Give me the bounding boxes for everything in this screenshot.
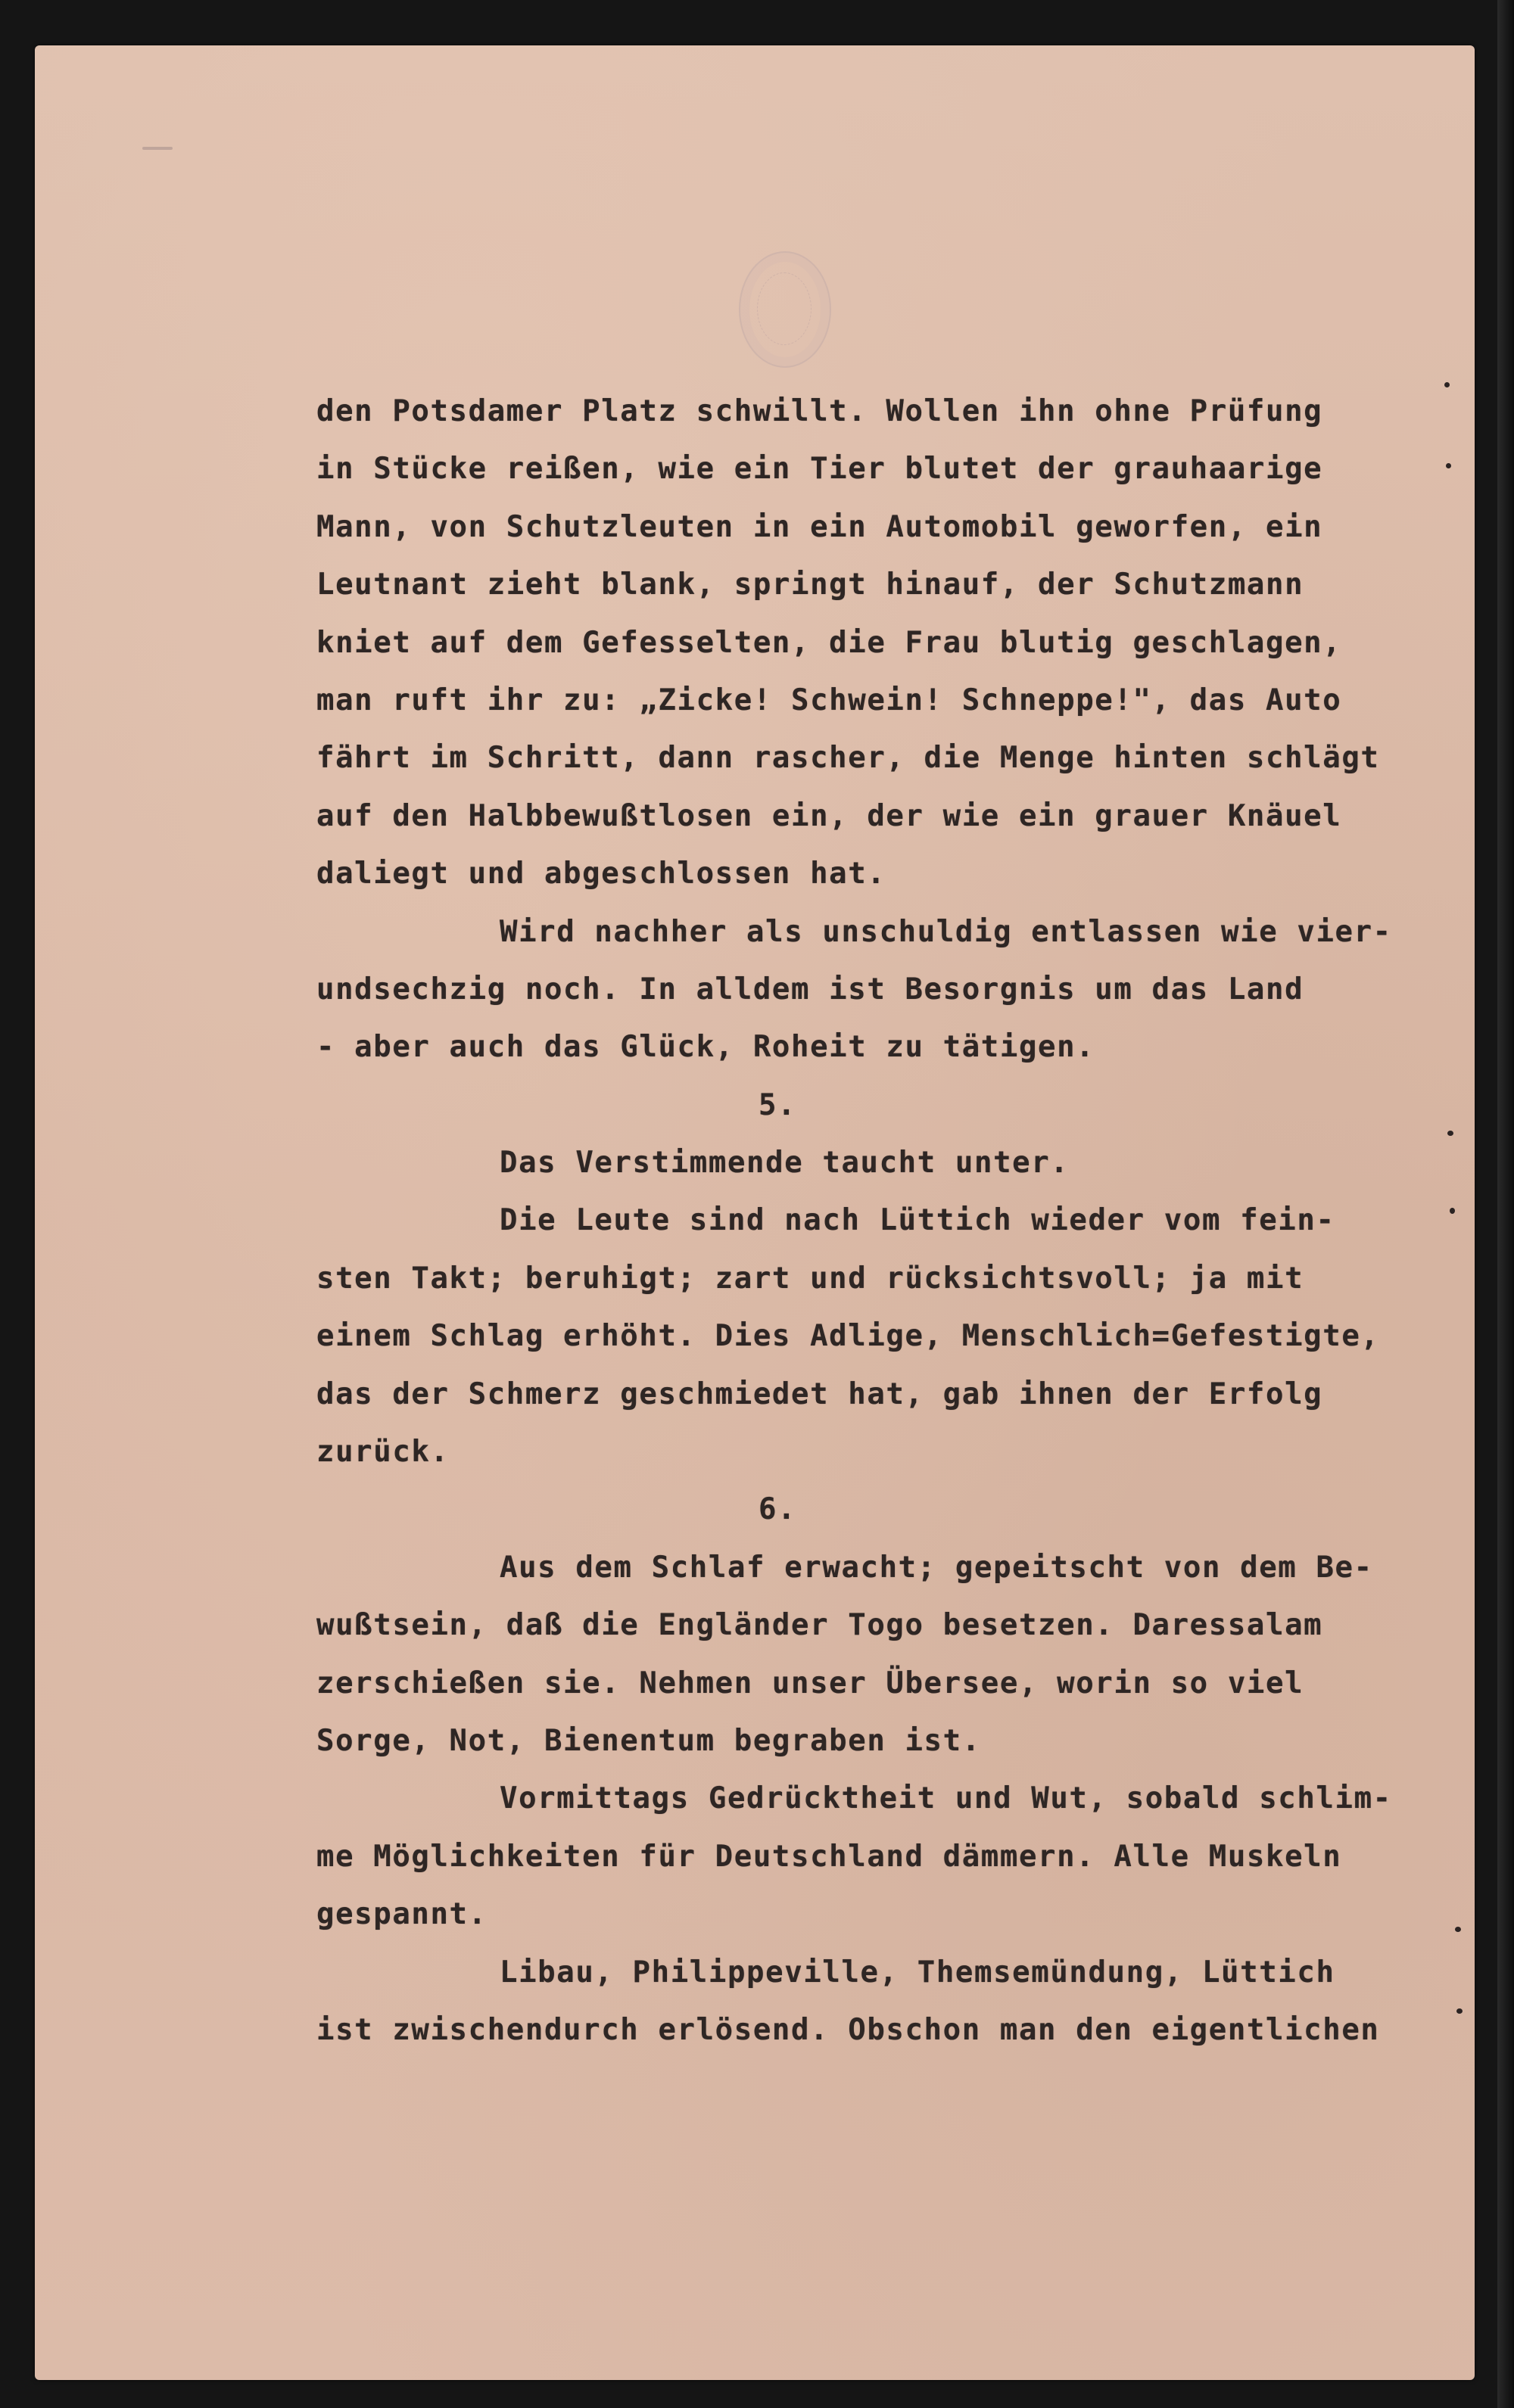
text-line: ist zwischendurch erlösend. Obschon man den eigentlichen: [316, 2012, 1380, 2047]
text-line: gespannt.: [316, 1897, 488, 1932]
seal-inner-ring: [757, 272, 812, 345]
text-line: Sorge, Not, Bienentum begraben ist.: [316, 1723, 981, 1758]
text-line: man ruft ihr zu: „Zicke! Schwein! Schneppe!", das Auto: [316, 683, 1342, 717]
text-line: einem Schlag erhöht. Dies Adlige, Menschlich=Gefestigte,: [316, 1319, 1380, 1354]
text-line: zerschießen sie. Nehmen unser Übersee, worin so viel: [316, 1666, 1304, 1700]
text-line: - aber auch das Glück, Roheit zu tätigen.: [316, 1030, 1095, 1065]
paragraph-start: Das Verstimmende taucht unter.: [500, 1146, 1070, 1181]
text-line: daliegt und abgeschlossen hat.: [316, 857, 886, 891]
scanner-edge: [1497, 0, 1514, 2408]
text-line: den Potsdamer Platz schwillt. Wollen ihn ohne Prüfung: [316, 394, 1323, 428]
section-number-5: 5.: [759, 1087, 797, 1122]
text-line: Leutnant zieht blank, springt hinauf, der Schutzmann: [316, 568, 1304, 602]
faint-seal-stamp: [739, 251, 831, 368]
margin-dot: [1455, 1927, 1461, 1932]
text-line: undsechzig noch. In alldem ist Besorgnis um das Land: [316, 972, 1304, 1006]
text-line: wußtsein, daß die Engländer Togo besetzen. Daressalam: [316, 1608, 1323, 1643]
pencil-mark: [142, 147, 173, 150]
paragraph-start: Libau, Philippeville, Themsemündung, Lüttich: [500, 1955, 1335, 1990]
text-line: kniet auf dem Gefesselten, die Frau blutig geschlagen,: [316, 625, 1342, 660]
text-line: Mann, von Schutzleuten in ein Automobil geworfen, ein: [316, 509, 1323, 544]
text-line: me Möglichkeiten für Deutschland dämmern. Alle Muskeln: [316, 1839, 1342, 1874]
paragraph-start: Aus dem Schlaf erwacht; gepeitscht von dem Be-: [500, 1550, 1373, 1585]
text-line: in Stücke reißen, wie ein Tier blutet der grauhaarige: [316, 452, 1323, 487]
margin-dot: [1456, 2008, 1463, 2014]
paragraph-start: Die Leute sind nach Lüttich wieder vom fein-: [500, 1203, 1335, 1238]
paragraph-start: Wird nachher als unschuldig entlassen wie vier-: [500, 914, 1392, 949]
text-line: fährt im Schritt, dann rascher, die Menge hinten schlägt: [316, 741, 1380, 776]
text-line: zurück.: [316, 1435, 450, 1470]
text-line: auf den Halbbewußtlosen ein, der wie ein grauer Knäuel: [316, 798, 1342, 833]
text-line: das der Schmerz geschmiedet hat, gab ihnen der Erfolg: [316, 1377, 1323, 1411]
document-body: [316, 383, 1452, 2059]
section-number-6: 6.: [759, 1492, 797, 1527]
text-line: sten Takt; beruhigt; zart und rücksichtsvoll; ja mit: [316, 1261, 1304, 1296]
paragraph-start: Vormittags Gedrücktheit und Wut, sobald schlim-: [500, 1781, 1392, 1816]
